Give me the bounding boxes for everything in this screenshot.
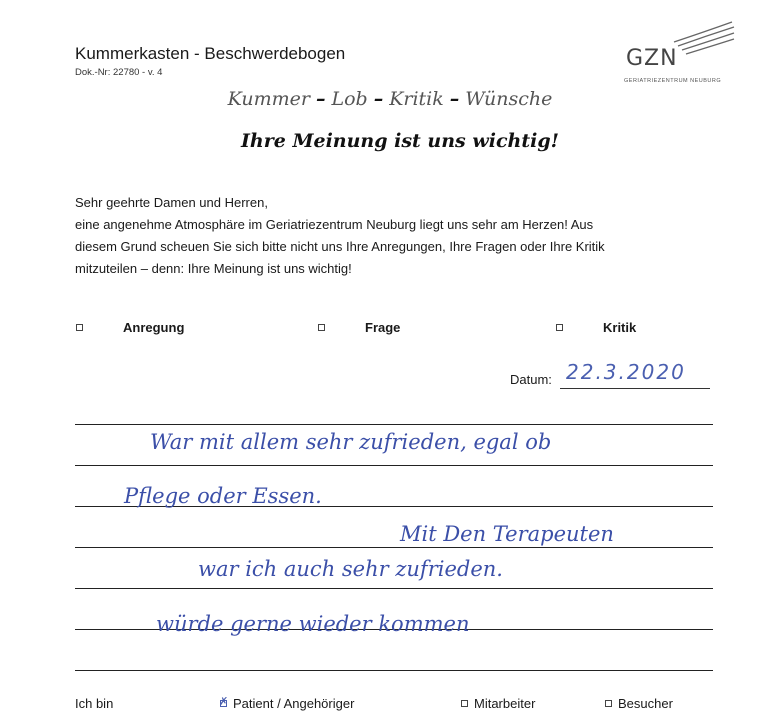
anregung-checkbox[interactable] (76, 324, 83, 331)
tagline-kummer: Kummer (227, 88, 310, 110)
option-mitarbeiter (461, 696, 535, 711)
writing-line (75, 547, 713, 548)
document-number: Dok.-Nr: 22780 - v. 4 (75, 67, 163, 78)
frage-label: Frage (365, 320, 401, 335)
option-patient (220, 696, 354, 711)
handwritten-line: Mit Den Terapeuten (400, 522, 614, 546)
intro-line: diesem Grund scheuen Sie sich bitte nicht uns Ihre Anregungen, Ihre Fragen oder Ihre Kritik (75, 239, 605, 254)
category-kritik (556, 320, 636, 335)
slogan: Ihre Meinung ist uns wichtig! (241, 130, 559, 152)
besucher-checkbox[interactable] (605, 700, 612, 707)
category-frage (318, 320, 400, 335)
anregung-label: Anregung (123, 320, 185, 335)
kritik-checkbox[interactable] (556, 324, 563, 331)
handwritten-line: Pflege oder Essen. (124, 484, 322, 508)
intro-greeting: Sehr geehrte Damen und Herren, (75, 195, 268, 210)
handwritten-line: War mit allem sehr zufrieden, egal ob (150, 430, 552, 454)
tagline-wuensche: Wünsche (465, 88, 553, 110)
writing-line (75, 588, 713, 589)
tagline-kritik: Kritik (389, 88, 444, 110)
besucher-label: Besucher (618, 696, 673, 711)
handwritten-line: war ich auch sehr zufrieden. (198, 557, 503, 581)
intro-text (75, 192, 715, 280)
tagline-separator: – (449, 88, 460, 110)
date-label: Datum: (510, 372, 552, 387)
gzn-logo (624, 20, 736, 90)
mitarbeiter-label: Mitarbeiter (474, 696, 536, 711)
document-title: Kummerkasten - Beschwerdebogen (75, 44, 346, 63)
date-value[interactable]: 22.3.2020 (566, 360, 686, 384)
handwritten-line: würde gerne wieder kommen (156, 612, 470, 636)
patient-checkbox[interactable] (220, 700, 227, 707)
tagline-separator: – (373, 88, 384, 110)
logo-text: GZN (626, 46, 678, 71)
tagline (0, 88, 758, 110)
tagline-separator: – (315, 88, 326, 110)
footer-label: Ich bin (75, 696, 114, 711)
option-besucher (605, 696, 673, 711)
kritik-label: Kritik (603, 320, 637, 335)
category-anregung (76, 320, 184, 335)
logo-subtitle: GERIATRIEZENTRUM NEUBURG (624, 78, 722, 84)
intro-line: eine angenehme Atmosphäre im Geriatriezentrum Neuburg liegt uns sehr am Herzen! Aus (75, 217, 594, 232)
frage-checkbox[interactable] (318, 324, 325, 331)
patient-label: Patient / Angehöriger (233, 696, 355, 711)
writing-line (75, 465, 713, 466)
writing-line (75, 424, 713, 425)
mitarbeiter-checkbox[interactable] (461, 700, 468, 707)
date-line (560, 388, 710, 389)
intro-line: mitzuteilen – denn: Ihre Meinung ist uns wichtig! (75, 261, 352, 276)
writing-line (75, 670, 713, 671)
tagline-lob: Lob (331, 88, 368, 110)
